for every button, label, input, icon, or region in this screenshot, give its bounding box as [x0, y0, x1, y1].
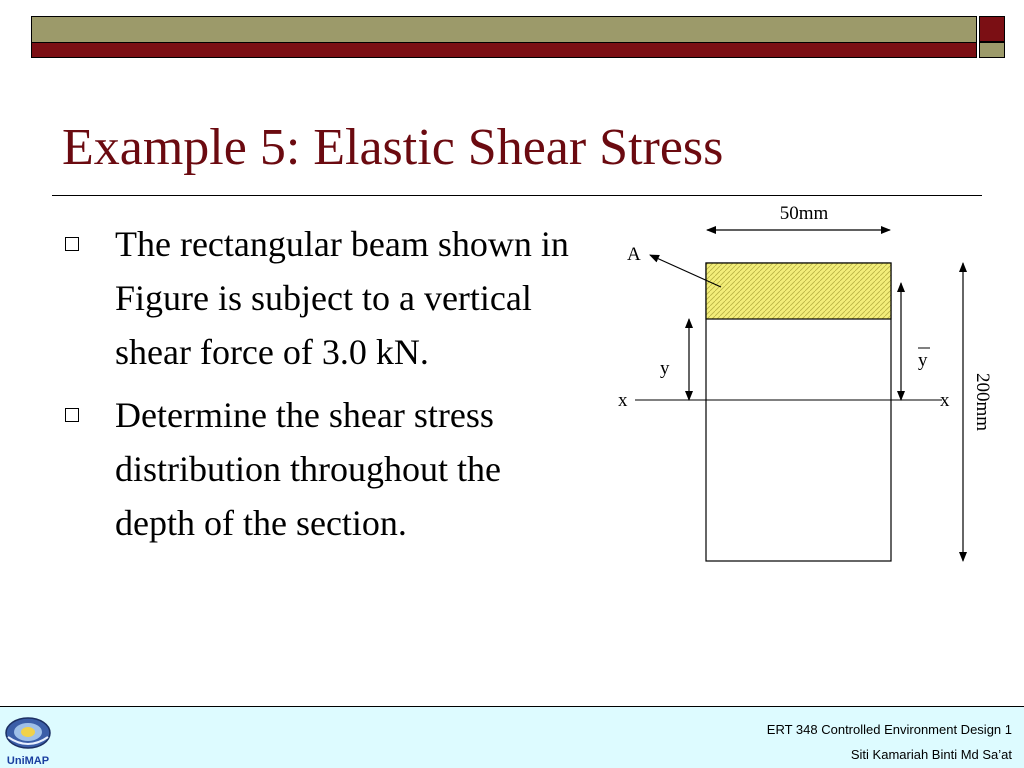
header-olive-band: [32, 17, 976, 43]
slide-title: Example 5: Elastic Shear Stress: [62, 119, 724, 176]
footer-bar: [0, 706, 1024, 768]
header-corner-olive-square: [979, 42, 1005, 58]
width-label: 50mm: [779, 203, 829, 224]
header-decoration-bar: [31, 16, 977, 58]
bullet-text: The rectangular beam shown in Figure is subject to a vertical shear force of 3.0 kN.: [115, 224, 569, 372]
hollow-square-bullet-icon: [65, 237, 79, 251]
axis-right-label: x: [940, 390, 950, 411]
footer-author: Siti Kamariah Binti Md Sa’at: [850, 747, 1012, 762]
bullet-item: [62, 388, 582, 550]
beam-cross-section-figure: [600, 196, 1010, 576]
hollow-square-bullet-icon: [65, 408, 79, 422]
y-label: y: [660, 358, 670, 379]
unimap-logo: [2, 711, 54, 767]
area-label: A: [627, 244, 641, 265]
axis-left-label: x: [618, 390, 628, 411]
bullet-list: [62, 217, 582, 559]
footer-course: ERT 348 Controlled Environment Design 1: [766, 722, 1012, 737]
ybar-label: y: [918, 350, 928, 371]
height-label: 200mm: [972, 372, 993, 432]
bullet-text: Determine the shear stress distribution throughout the depth of the section.: [115, 395, 501, 543]
bullet-item: [62, 217, 582, 379]
header-maroon-band: [32, 43, 976, 57]
svg-text:UniMAP: UniMAP: [6, 755, 50, 767]
shaded-area-a: [706, 263, 891, 319]
header-corner-maroon-square: [979, 16, 1005, 42]
